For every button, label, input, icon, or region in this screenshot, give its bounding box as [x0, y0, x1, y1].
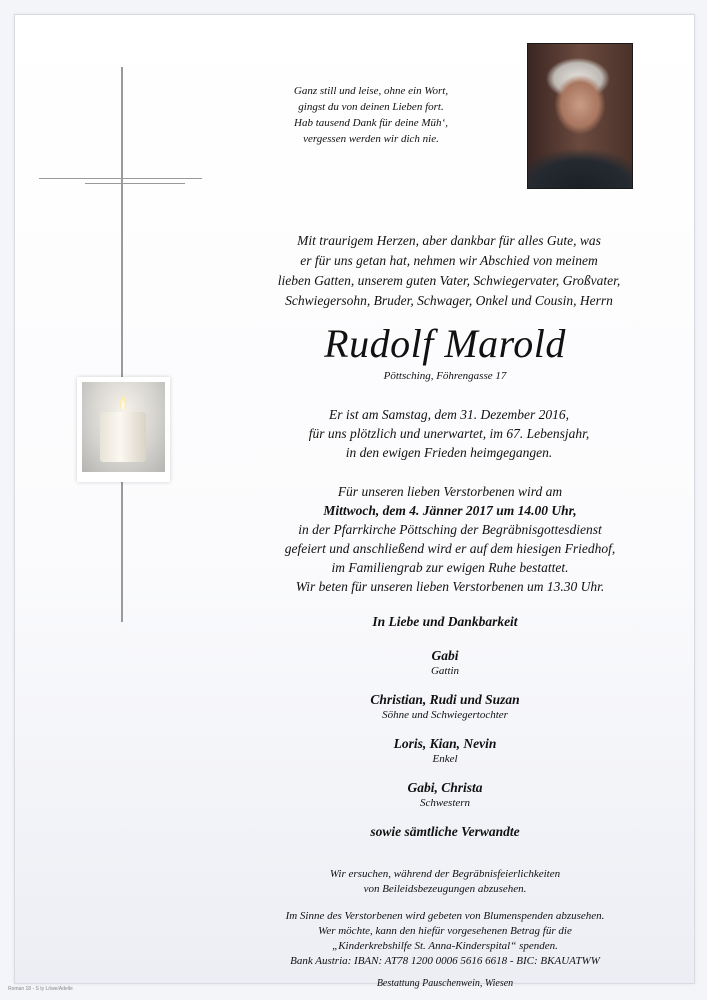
service-date: Mittwoch, dem 4. Jänner 2017 um 14.00 Uhr, — [323, 503, 577, 518]
intro-line: Schwiegersohn, Bruder, Schwager, Onkel und Cousin, Herrn — [285, 293, 613, 308]
donation-notice — [215, 909, 675, 969]
funeral-service-info — [225, 482, 675, 596]
service-line: Für unseren lieben Verstorbenen wird am — [337, 484, 563, 499]
intro-line: Mit traurigem Herzen, aber dankbar für alles Gute, was — [297, 233, 601, 248]
death-line: für uns plötzlich und unerwartet, im 67. Lebensjahr, — [308, 426, 590, 441]
portrait-photo — [527, 43, 633, 189]
mourner-names: Gabi — [431, 648, 459, 663]
deceased-address: Pöttsching, Föhrengasse 17 — [383, 370, 507, 382]
intro-text — [235, 231, 663, 311]
death-line: Er ist am Samstag, dem 31. Dezember 2016, — [329, 407, 569, 422]
death-notice — [235, 405, 663, 462]
notice-line: von Beileidsbezeugungen abzusehen. — [363, 883, 527, 895]
cross-vertical-beam — [121, 67, 123, 622]
mourner-names: Loris, Kian, Nevin — [393, 736, 497, 751]
candle-icon — [100, 412, 146, 462]
poem-line: gingst du von deinen Lieben fort. — [298, 101, 444, 113]
undertaker-name: Bestattung Pauschenwein, Wiesen — [376, 978, 514, 989]
mourners-heading: In Liebe und Dankbarkeit — [372, 614, 518, 629]
service-line: im Familiengrab zur ewigen Ruhe bestattet. — [331, 560, 569, 575]
intro-line: lieben Gatten, unserem guten Vater, Schwiegervater, Großvater, — [277, 273, 621, 288]
mourner-role: Schwestern — [419, 797, 471, 809]
service-line: in der Pfarrkirche Pöttsching der Begräbnisgottesdienst — [298, 522, 602, 537]
mourner-group — [255, 691, 635, 722]
mourner-group — [255, 647, 635, 678]
obituary-card — [14, 14, 695, 989]
mourner-role: Gattin — [430, 665, 460, 677]
candle-flame-icon — [120, 396, 126, 410]
candle-image — [77, 377, 170, 482]
donation-line: Bank Austria: IBAN: AT78 1200 0006 5616 6618 - BIC: BKAUATWW — [290, 955, 600, 967]
cross-horizontal-beam — [39, 178, 202, 184]
donation-line: „Kinderkrebshilfe St. Anna-Kinderspital“ spenden. — [332, 940, 558, 952]
mourner-names: Gabi, Christa — [407, 780, 483, 795]
mourners-list — [255, 613, 635, 841]
memorial-poem — [251, 83, 491, 147]
deceased-name: Rudolf Marold — [324, 321, 566, 366]
death-line: in den ewigen Frieden heimgegangen. — [345, 445, 553, 460]
poem-line: vergessen werden wir dich nie. — [303, 133, 439, 145]
donation-line: Wer möchte, kann den hiefür vorgesehenen Betrag für die — [318, 925, 572, 937]
mourner-role: Enkel — [432, 753, 458, 765]
donation-line: Im Sinne des Verstorbenen wird gebeten von Blumenspenden abzusehen. — [285, 910, 605, 922]
mourner-role: Söhne und Schwiegertochter — [382, 709, 508, 721]
mourner-group — [255, 779, 635, 810]
condolence-notice — [275, 867, 615, 897]
mourner-names: Christian, Rudi und Suzan — [370, 692, 520, 707]
service-line: Wir beten für unseren lieben Verstorbenen um 13.30 Uhr. — [295, 579, 605, 594]
service-line: gefeiert und anschließend wird er auf dem hiesigen Friedhof, — [284, 541, 616, 556]
intro-line: er für uns getan hat, nehmen wir Abschied von meinem — [300, 253, 598, 268]
mourner-group — [255, 735, 635, 766]
notice-line: Wir ersuchen, während der Begräbnisfeierlichkeiten — [329, 868, 561, 880]
print-footer-mark: Roman 18 - S ty Löwe/Adelle — [8, 986, 73, 992]
poem-line: Ganz still und leise, ohne ein Wort, — [293, 85, 449, 97]
mourners-closing: sowie sämtliche Verwandte — [370, 824, 520, 839]
poem-line: Hab tausend Dank für deine Müh‘, — [294, 117, 448, 129]
